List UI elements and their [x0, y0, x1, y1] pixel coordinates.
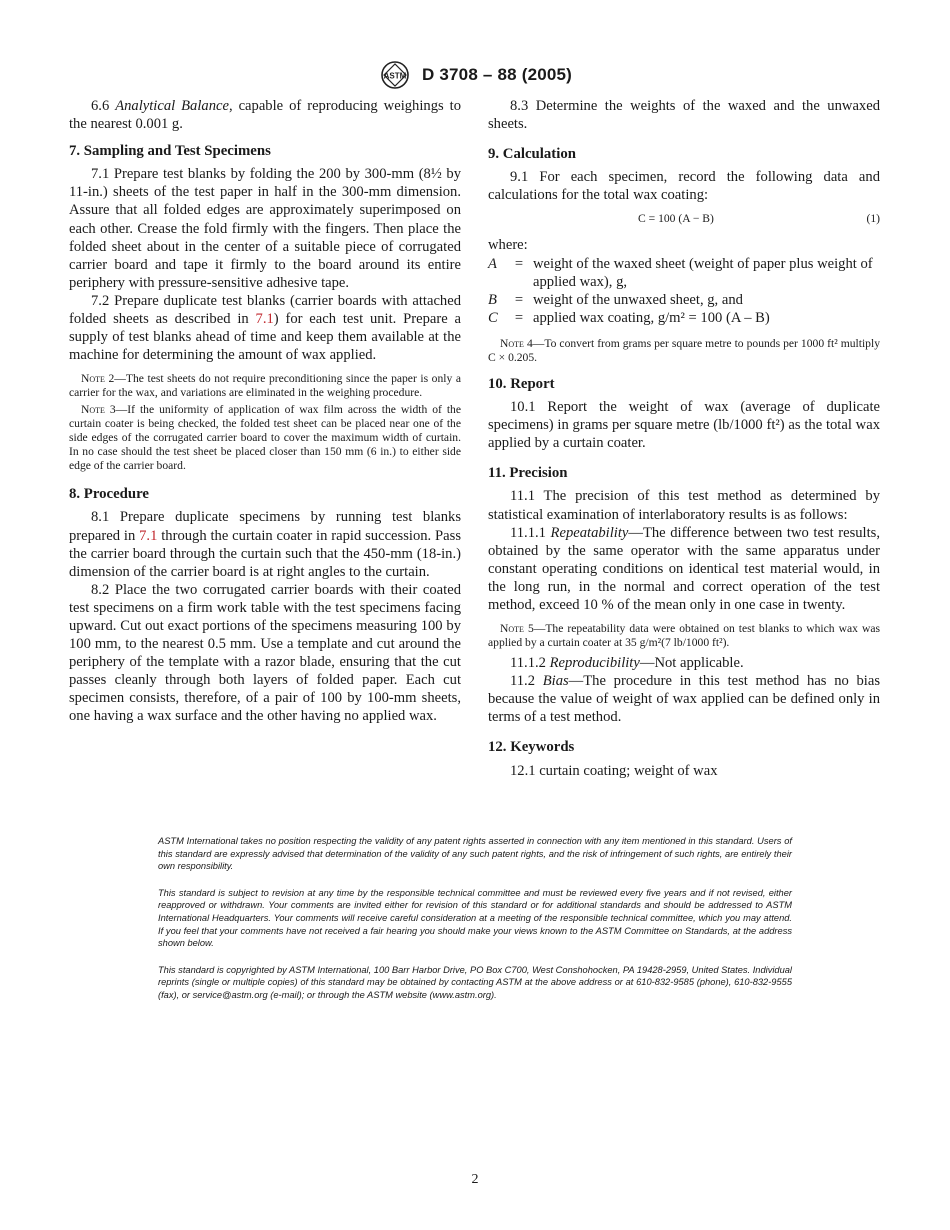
where-label: where: — [488, 237, 528, 254]
paragraph-8-1: 8.1 Prepare duplicate specimens by running test blanks prepared in 7.1 through the curtain coater in rapid succession. Pass the carrier board through the curtain such that the 450-mm (18-in.) dimension of the carrier board is at right angles to the curtain. — [69, 509, 461, 580]
paragraph-9-1: 9.1 For each specimen, record the following data and calculations for the total wax coating: — [488, 169, 880, 204]
definition-a: A = weight of the waxed sheet (weight of paper plus weight of applied wax), g, — [488, 255, 873, 290]
paragraph-7-1: 7.1 Prepare test blanks by folding the 200 by 300-mm (8½ by 11-in.) sheets of the test paper in half in the 300-mm dimension. Assure that all folded edges are approximately superimposed on each other. Crease the fold firmly with the fingers. Then place the folded sheet about in the center of a suitable piece of corrugated carrier board and tape it firmly to the board around its entire periphery with pressure-sensitive adhesive tape. — [69, 166, 461, 291]
equation-number: (1) — [866, 212, 880, 226]
paragraph-11-1-2: 11.1.2 Reproducibility—Not applicable. — [510, 655, 744, 672]
definition-c: C = applied wax coating, g/m² = 100 (A – B) — [488, 309, 770, 326]
left-column — [69, 97, 461, 726]
paragraph-7-2: 7.2 Prepare duplicate test blanks (carrier boards with attached folded sheets as described in 7.1) for each test unit. Prepare a supply of test blanks ahead of time and keep them available at the machine for determining the amount of wax applied. — [69, 292, 461, 364]
paragraph-11-1-1: 11.1.1 Repeatability—The difference between two test results, obtained by the same operator with the same apparatus under constant operating conditions on identical test material would, in the long run, in the normal and correct operation of the test method, exceed 10 % of the mean only in one case in twenty. — [488, 524, 880, 613]
note-4: Note 4—To convert from grams per square metre to pounds per 1000 ft² multiply C × 0.205. — [488, 336, 880, 364]
note-3: Note 3—If the uniformity of application of wax film across the width of the curtain coater is being checked, the folded test sheet can be placed near one of the side edges of the corrugated carrier board to cover the maximum width of curtain. In no case should the test sheet be placed closer than 150 mm (6 in.) to either side edge of the carrier board. — [69, 403, 461, 473]
variable-definitions — [488, 255, 880, 327]
section-7-heading: 7. Sampling and Test Specimens — [69, 143, 271, 160]
paragraph-6-6: 6.6 Analytical Balance, capable of reproducing weighings to the nearest 0.001 g. — [69, 98, 461, 133]
definition-b: B = weight of the unwaxed sheet, g, and — [488, 291, 743, 308]
paragraph-11-2: 11.2 Bias—The procedure in this test method has no bias because the value of weight of wax applied can be defined only in terms of a test method. — [488, 673, 880, 726]
section-12-heading: 12. Keywords — [488, 739, 575, 756]
note-2: Note 2—The test sheets do not require preconditioning since the paper is only a carrier for the wax, and variations are eliminated in the weighing procedure. — [69, 372, 461, 400]
note-5: Note 5—The repeatability data were obtained on test blanks to which wax was applied by a curtain coater at 35 g/m²(7 lb/1000 ft²). — [488, 622, 880, 650]
paragraph-10-1: 10.1 Report the weight of wax (average of duplicate specimens) in grams per square metre (lb/1000 ft²) as the total wax applied by a curtain coater. — [488, 399, 880, 452]
equation-1 — [488, 210, 880, 226]
astm-logo-text: ASTM — [383, 71, 407, 81]
page-number: 2 — [471, 1172, 479, 1187]
page-header — [0, 60, 950, 90]
standard-designation: D 3708 – 88 (2005) — [421, 65, 573, 84]
section-link-7-1[interactable]: 7.1 — [139, 527, 158, 544]
paragraph-11-1: 11.1 The precision of this test method as determined by statistical examination of interlaboratory results is as follows: — [488, 488, 880, 523]
equation-expression: C = 100 (A − B) — [638, 212, 714, 226]
section-link-7-1[interactable]: 7.1 — [255, 311, 274, 328]
footer-copyright-notice: This standard is copyrighted by ASTM International, 100 Barr Harbor Drive, PO Box C700, West Conshohocken, PA 19428-2959, United States. Individual reprints (single or multiple copies) of this standard may be obtained by contacting ASTM at the above address or at 610-832-9585 (phone), 610-832-9555 (fax), or service@astm.org (e-mail); or through the ASTM website (www.astm.org). — [158, 964, 792, 1000]
footer-patent-notice: ASTM International takes no position respecting the validity of any patent rights asserted in connection with any item mentioned in this standard. Users of this standard are expressly advised that determination of the validity of any such patent rights, and the risk of infringement of such rights, are entirely their own responsibility. — [158, 836, 792, 872]
paragraph-8-3: 8.3 Determine the weights of the waxed and the unwaxed sheets. — [488, 98, 880, 133]
paragraph-8-2: 8.2 Place the two corrugated carrier boards with their coated test specimens on a firm work table with the test specimens facing upward. Cut out exact portions of the specimens measuring 100 by 100 mm, to the nearest 0.5 mm. Use a template and cut around the periphery of the template with a razor blade, ensuring that the cut passes cleanly through both layers of folded paper. Each cut specimen consists, therefore, of a pair of 100 by 100-mm sheets, one having a wax surface and the other having no applied wax. — [69, 581, 461, 725]
section-8-heading: 8. Procedure — [69, 486, 149, 503]
section-11-heading: 11. Precision — [488, 465, 568, 482]
section-10-heading: 10. Report — [488, 375, 555, 392]
section-9-heading: 9. Calculation — [488, 146, 576, 163]
right-column — [488, 97, 880, 780]
astm-logo-icon — [378, 60, 412, 90]
legal-footer — [158, 835, 792, 1016]
paragraph-12-1: 12.1 curtain coating; weight of wax — [510, 762, 718, 779]
footer-revision-notice: This standard is subject to revision at any time by the responsible technical committee and must be reviewed every five years and if not revised, either reapproved or withdrawn. Your comments are invited either for revision of this standard or for additional standards and should be addressed to ASTM International Headquarters. Your comments will receive careful consideration at a meeting of the responsible technical committee, which you may attend. If you feel that your comments have not received a fair hearing you should make your views known to the ASTM Committee on Standards, at the address shown below. — [158, 887, 792, 949]
